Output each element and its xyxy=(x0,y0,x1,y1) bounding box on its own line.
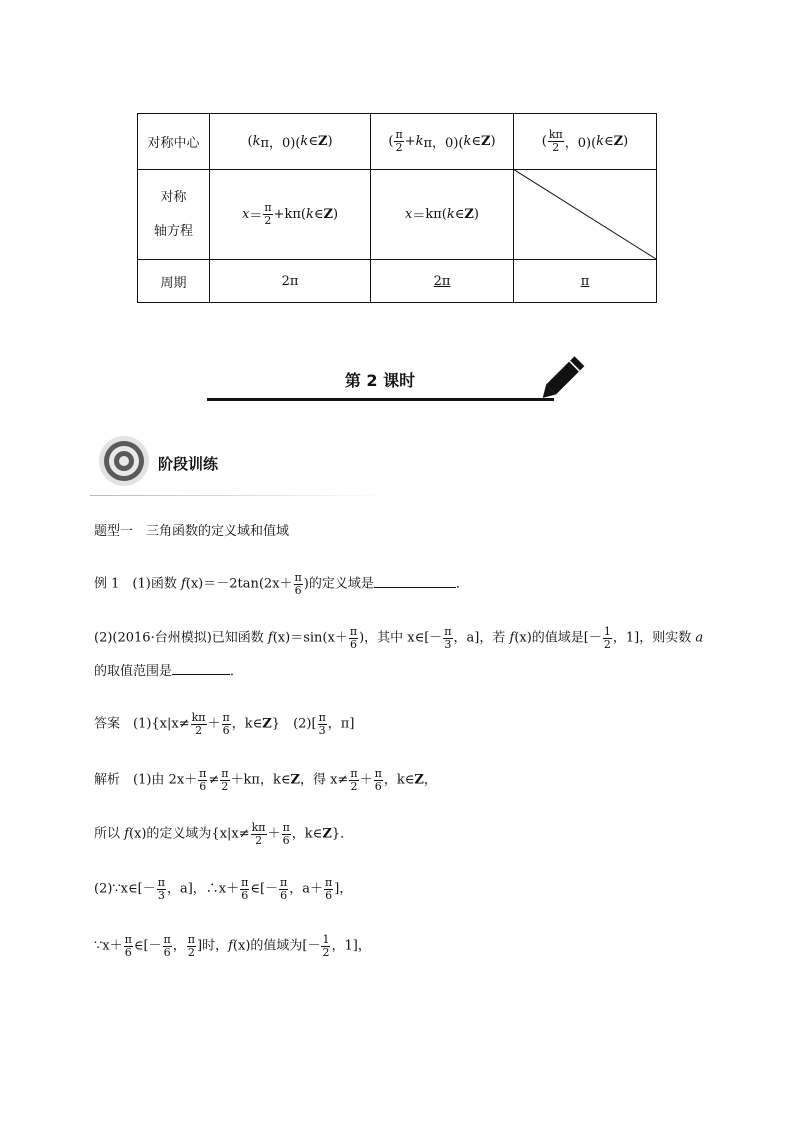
pencil-icon xyxy=(540,350,592,402)
example-1-part-2: (2)(2016·台州模拟)已知函数 f(x)＝sin(x＋ $\frac{\pi}{6}$ )，其中 x∈[－ $\frac{\pi}{3}$ ，a]，若 f(x)的值域是[－ $\frac{1}{2}$ ，1]，则实数 a xyxy=(94,625,704,651)
row-label-axis-equation: 对称 轴方程 xyxy=(153,189,193,239)
row-label-period: 周期 xyxy=(160,275,187,291)
cell-tan-period: π xyxy=(580,273,590,289)
cell-tan-center: ( $\frac{k\pi}{2}$ ，0)( k ∈ Z ) xyxy=(541,128,629,154)
section-underline xyxy=(90,495,390,496)
lesson-title: 第 2 课时 xyxy=(344,371,416,390)
table-border-bottom xyxy=(137,302,657,303)
properties-table xyxy=(137,113,657,303)
empty-cell-diagonal xyxy=(513,169,657,260)
row-label-symmetry-center: 对称中心 xyxy=(147,136,200,151)
answer-blank xyxy=(172,673,230,675)
answer-line: 答案 (1){x|x≠ $\frac{k\pi}{2}$ ＋ $\frac{\pi}{6}$ ，k∈Z} (2)[ $\frac{\pi}{3}$ ，π] xyxy=(94,711,355,737)
example-1-part-1: 例 1 (1)函数 f(x)＝－2tan(2x＋ $\frac{\pi}{6}$ )的定义域是 ． xyxy=(94,571,469,597)
topic-heading: 题型一 三角函数的定义域和值域 xyxy=(94,524,290,539)
cell-sin-axis: x ＝ $\frac{\pi}{2}$ +kπ( k ∈ Z ) xyxy=(241,201,339,227)
cell-sin-center: ( k π，0)( k ∈ Z ) xyxy=(247,134,333,151)
section-title: 阶段训练 xyxy=(158,455,219,473)
cell-cos-period: 2π xyxy=(433,273,451,289)
analysis-line-1: 解析 (1)由 2x＋ $\frac{\pi}{6}$ ≠ $\frac{\pi}{2}$ ＋kπ，k∈Z，得 x≠ $\frac{\pi}{2}$ ＋ $\frac{\pi}{6}$ ，k∈Z， xyxy=(94,767,437,793)
cell-cos-center: ( $\frac{\pi}{2}$ + k π，0)( k ∈ Z ) xyxy=(388,128,496,154)
heading-rule xyxy=(207,398,554,401)
answer-blank xyxy=(374,586,456,588)
analysis-line-4: ∵x＋ $\frac{\pi}{6}$ ∈[－ $\frac{\pi}{6}$ ， $\frac{\pi}{2}$ ]时，f(x)的值域为[－ $\frac{1}{2}$ ，1]， xyxy=(94,933,371,959)
example-1-part-2-line-2: 的取值范围是 ． xyxy=(94,664,244,679)
target-icon xyxy=(98,435,150,487)
analysis-line-3: (2)∵x∈[－ $\frac{\pi}{3}$ ，a]，∴x＋ $\frac{\pi}{6}$ ∈[－ $\frac{\pi}{6}$ ，a＋ $\frac{\pi}{6}$ ]， xyxy=(94,876,353,902)
cell-sin-period: 2π xyxy=(281,273,299,289)
analysis-line-2: 所以 f(x)的定义域为{x|x≠ $\frac{k\pi}{2}$ ＋ $\frac{\pi}{6}$ ，k∈Z}． xyxy=(94,821,354,847)
cell-cos-axis: x ＝ kπ( k ∈ Z ) xyxy=(405,207,479,224)
